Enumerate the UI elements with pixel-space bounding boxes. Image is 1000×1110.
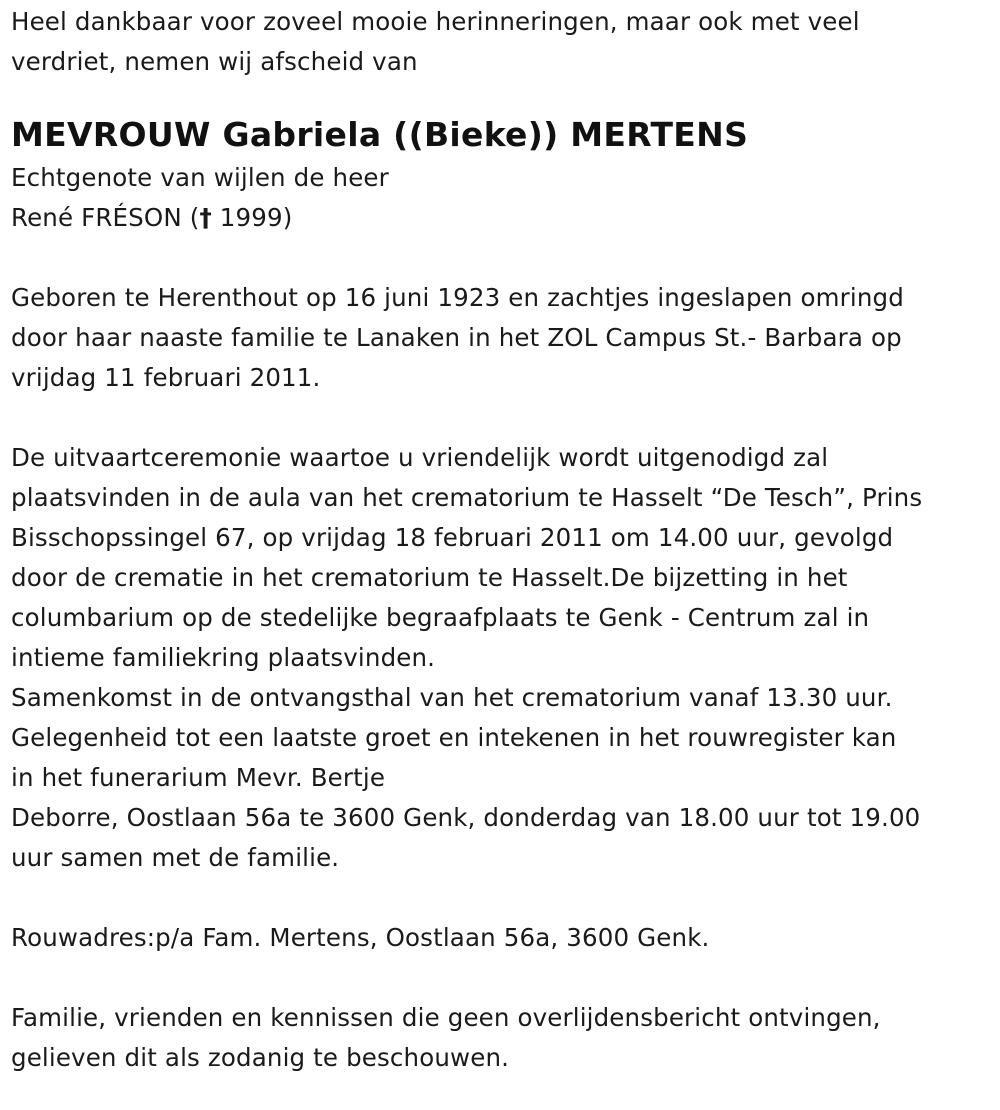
birth-line: door haar naaste familie te Lanaken in het ZOL Campus St.- Barbara op: [11, 323, 902, 352]
paragraph-gap: [11, 398, 986, 438]
closing-line: gelieven dit als zodanig te beschouwen.: [11, 1043, 510, 1072]
ceremony-line: plaatsvinden in de aula van het crematorium te Hasselt “De Tesch”, Prins: [11, 483, 923, 512]
ceremony-line: Deborre, Oostlaan 56a te 3600 Genk, donderdag van 18.00 uur tot 19.00: [11, 803, 921, 832]
obituary-notice: [11, 0, 986, 1078]
spouse-name-line: [11, 198, 986, 238]
paragraph-gap: [11, 878, 986, 918]
intro-line: verdriet, nemen wij afscheid van: [11, 47, 418, 76]
paragraph-gap: [11, 958, 986, 998]
ceremony-line: door de crematie in het crematorium te Hasselt.De bijzetting in het: [11, 563, 848, 592]
birth-paragraph: [11, 278, 986, 398]
deceased-block: [11, 110, 986, 238]
intro-line: Heel dankbaar voor zoveel mooie herinneringen, maar ook met veel: [11, 7, 860, 36]
intro-paragraph: [11, 2, 986, 82]
ceremony-line: Samenkomst in de ontvangsthal van het crematorium vanaf 13.30 uur.: [11, 683, 893, 712]
paragraph-gap: [11, 238, 986, 278]
ceremony-line: intieme familiekring plaatsvinden.: [11, 643, 436, 672]
closing-paragraph: [11, 998, 986, 1078]
mourning-address: Rouwadres:p/a Fam. Mertens, Oostlaan 56a, 3600 Genk.: [11, 923, 710, 952]
cross-icon: †: [199, 203, 212, 232]
ceremony-line: uur samen met de familie.: [11, 843, 340, 872]
address-paragraph: [11, 918, 986, 958]
birth-line: vrijdag 11 februari 2011.: [11, 363, 321, 392]
deceased-name: MEVROUW Gabriela ((Bieke)) MERTENS: [11, 115, 749, 154]
spouse-line: Echtgenote van wijlen de heer: [11, 163, 389, 192]
ceremony-line: Bisschopssingel 67, op vrijdag 18 februari 2011 om 14.00 uur, gevolgd: [11, 523, 894, 552]
closing-line: Familie, vrienden en kennissen die geen overlijdensbericht ontvingen,: [11, 1003, 881, 1032]
ceremony-line: columbarium op de stedelijke begraafplaats te Genk - Centrum zal in: [11, 603, 870, 632]
ceremony-paragraph: [11, 438, 986, 878]
ceremony-line: in het funerarium Mevr. Bertje: [11, 763, 386, 792]
ceremony-line: De uitvaartceremonie waartoe u vriendelijk wordt uitgenodigd zal: [11, 443, 829, 472]
birth-line: Geboren te Herenthout op 16 juni 1923 en zachtjes ingeslapen omringd: [11, 283, 904, 312]
spouse-death-year: 1999): [211, 203, 293, 232]
spouse-name: René FRÉSON (: [11, 203, 200, 232]
ceremony-line: Gelegenheid tot een laatste groet en intekenen in het rouwregister kan: [11, 723, 897, 752]
